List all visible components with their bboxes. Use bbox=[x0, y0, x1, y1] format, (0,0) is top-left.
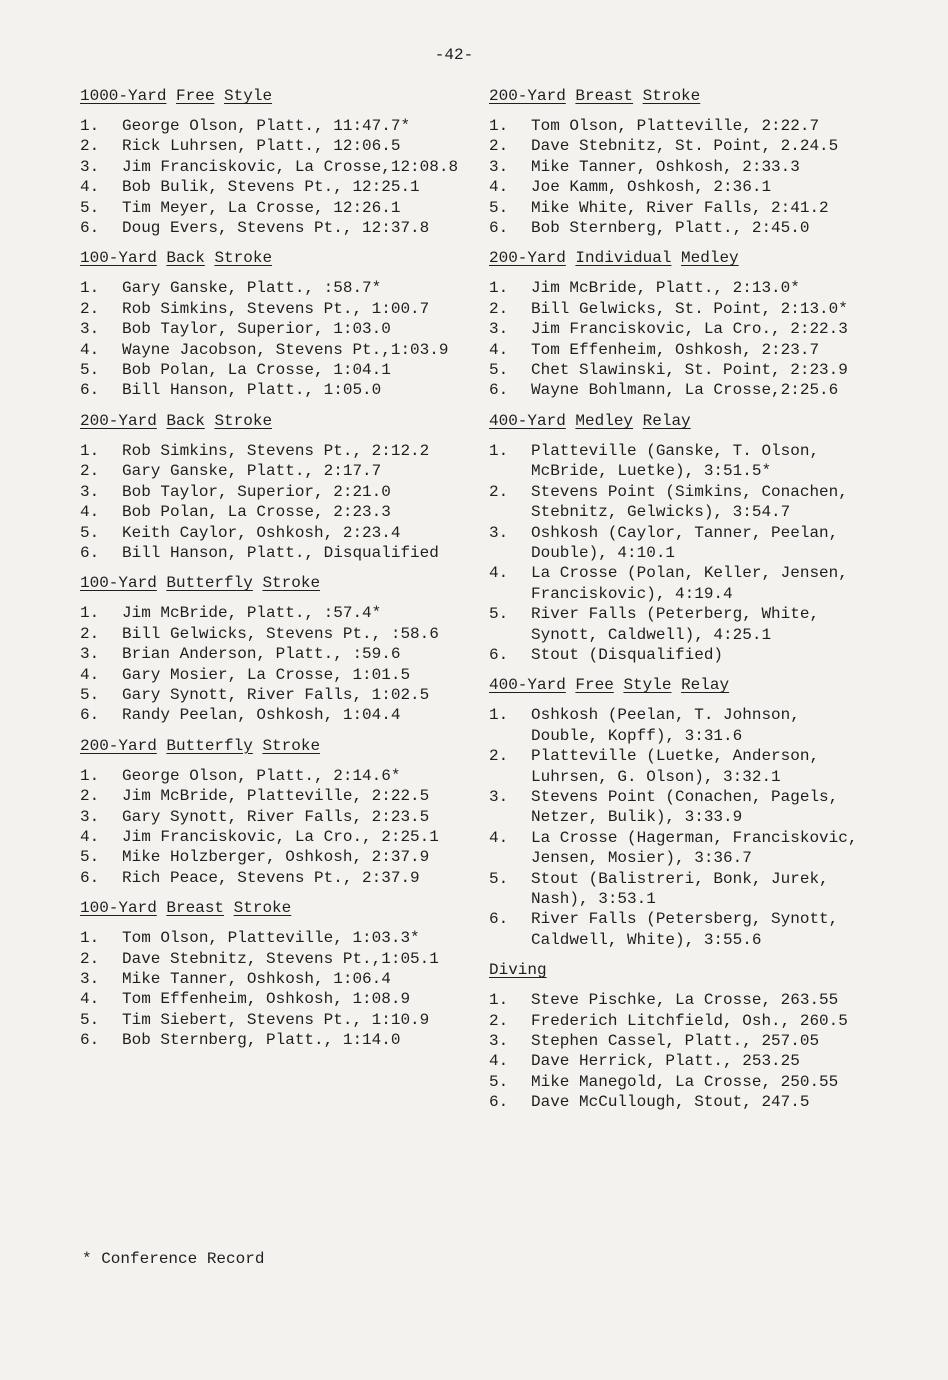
result-text: Stevens Point (Conachen, Pagels, Netzer, Bulik), 3:33.9 bbox=[531, 787, 839, 827]
result-text: Gary Synott, River Falls, 1:02.5 bbox=[122, 685, 430, 704]
place-number: 4. bbox=[80, 990, 100, 1009]
result-row bbox=[80, 177, 485, 197]
result-row bbox=[80, 786, 485, 806]
event-title-word: Individual bbox=[575, 249, 672, 268]
place-number: 5. bbox=[489, 605, 509, 624]
place-number: 6. bbox=[80, 706, 100, 725]
results-list bbox=[80, 441, 485, 563]
place-number: 1. bbox=[489, 991, 509, 1010]
result-text: Frederich Litchfield, Osh., 260.5 bbox=[531, 1011, 848, 1030]
place-number: 6. bbox=[80, 381, 100, 400]
event-title-word: Stroke bbox=[214, 411, 273, 430]
result-row bbox=[80, 360, 485, 380]
result-row bbox=[80, 989, 485, 1009]
place-number: 4. bbox=[489, 340, 509, 359]
event-title bbox=[80, 898, 485, 918]
result-row bbox=[80, 644, 485, 664]
place-number: 1. bbox=[80, 441, 100, 460]
event-title-word: Free bbox=[176, 87, 215, 105]
result-text: Tim Siebert, Stevens Pt., 1:10.9 bbox=[122, 1010, 430, 1029]
result-text: Dave Stebnitz, Stevens Pt.,1:05.1 bbox=[122, 949, 439, 968]
result-row bbox=[489, 869, 889, 910]
result-row bbox=[489, 1011, 889, 1031]
result-text: Rob Simkins, Stevens Pt., 1:00.7 bbox=[122, 299, 430, 318]
place-number: 3. bbox=[489, 523, 509, 542]
event-title bbox=[80, 86, 485, 106]
result-text: Tom Olson, Platteville, 1:03.3* bbox=[122, 929, 420, 948]
event-100-yard-back-stroke bbox=[80, 248, 485, 400]
place-number: 6. bbox=[80, 868, 100, 887]
place-number: 4. bbox=[80, 503, 100, 522]
result-text: Rob Simkins, Stevens Pt., 2:12.2 bbox=[122, 441, 430, 460]
result-row bbox=[489, 1051, 889, 1071]
result-row bbox=[489, 136, 889, 156]
place-number: 5. bbox=[489, 1072, 509, 1091]
place-number: 5. bbox=[489, 869, 509, 888]
result-text: Bob Polan, La Crosse, 1:04.1 bbox=[122, 361, 391, 380]
result-text: Gary Mosier, La Crosse, 1:01.5 bbox=[122, 665, 411, 684]
result-row bbox=[80, 807, 485, 827]
event-1000-yard-free-style bbox=[80, 86, 485, 238]
place-number: 5. bbox=[489, 361, 509, 380]
result-text: Bill Hanson, Platt., 1:05.0 bbox=[122, 381, 382, 400]
event-title bbox=[489, 675, 889, 695]
place-number: 4. bbox=[489, 178, 509, 197]
result-row bbox=[489, 705, 889, 746]
result-row bbox=[489, 278, 889, 298]
place-number: 5. bbox=[80, 685, 100, 704]
result-row bbox=[80, 278, 485, 298]
result-row bbox=[489, 116, 889, 136]
place-number: 5. bbox=[80, 848, 100, 867]
result-text: Platteville (Luetke, Anderson, Luhrsen, G. Olson), 3:32.1 bbox=[531, 747, 820, 786]
place-number: 6. bbox=[80, 219, 100, 238]
event-title-word: Stroke bbox=[214, 249, 273, 268]
result-row bbox=[489, 523, 889, 564]
result-text: River Falls (Peterberg, White, Synott, Caldwell), 4:25.1 bbox=[531, 605, 820, 644]
place-number: 2. bbox=[489, 482, 509, 501]
event-title bbox=[489, 248, 889, 268]
place-number: 2. bbox=[80, 137, 100, 156]
result-text: Tim Meyer, La Crosse, 12:26.1 bbox=[122, 198, 401, 217]
event-400-yard-free-style-relay bbox=[489, 675, 889, 950]
event-title-word: 100-Yard bbox=[80, 899, 157, 918]
result-text: Stevens Point (Simkins, Conachen, Stebnitz, Gelwicks), 3:54.7 bbox=[531, 482, 848, 522]
result-text: Jim McBride, Platt., 2:13.0* bbox=[531, 279, 800, 298]
conference-record-footnote: * Conference Record bbox=[82, 1250, 265, 1268]
result-text: Jim Franciskovic, La Cro., 2:22.3 bbox=[531, 320, 848, 339]
event-title-word: 200-Yard bbox=[80, 411, 157, 430]
result-row bbox=[80, 847, 485, 867]
event-200-yard-back-stroke bbox=[80, 411, 485, 563]
event-title-word: Medley bbox=[681, 249, 739, 268]
result-row bbox=[489, 198, 889, 218]
place-number: 1. bbox=[80, 929, 100, 948]
result-row bbox=[489, 340, 889, 360]
place-number: 4. bbox=[80, 827, 100, 846]
place-number: 3. bbox=[489, 157, 509, 176]
result-row bbox=[80, 502, 485, 522]
place-number: 4. bbox=[489, 828, 509, 847]
event-title-word: Butterfly bbox=[166, 574, 253, 593]
left-column bbox=[80, 86, 485, 1061]
result-text: Tom Olson, Platteville, 2:22.7 bbox=[531, 117, 820, 135]
place-number: 4. bbox=[80, 178, 100, 197]
result-row bbox=[80, 603, 485, 623]
event-title-word: 200-Yard bbox=[489, 87, 566, 105]
place-number: 1. bbox=[489, 117, 509, 135]
place-number: 2. bbox=[80, 624, 100, 643]
event-title-word: Free bbox=[575, 676, 614, 695]
event-title-word: Relay bbox=[681, 676, 730, 695]
result-text: River Falls (Petersberg, Synott, Caldwell, White), 3:55.6 bbox=[531, 910, 839, 949]
result-row bbox=[80, 827, 485, 847]
place-number: 4. bbox=[489, 564, 509, 583]
result-text: Jim Franciskovic, La Crosse,12:08.8 bbox=[122, 157, 459, 176]
event-title bbox=[489, 86, 889, 106]
event-title-word: Stroke bbox=[233, 899, 292, 918]
place-number: 2. bbox=[489, 299, 509, 318]
results-list bbox=[80, 766, 485, 888]
result-row bbox=[489, 177, 889, 197]
place-number: 1. bbox=[489, 706, 509, 725]
event-title-word: Breast bbox=[575, 87, 634, 105]
result-text: Randy Peelan, Oshkosh, 1:04.4 bbox=[122, 706, 401, 725]
result-row bbox=[80, 949, 485, 969]
result-text: Jim McBride, Platt., :57.4* bbox=[122, 604, 382, 623]
event-200-yard-butterfly-stroke bbox=[80, 736, 485, 888]
place-number: 4. bbox=[80, 340, 100, 359]
place-number: 3. bbox=[80, 482, 100, 501]
place-number: 3. bbox=[80, 645, 100, 664]
result-row bbox=[80, 1010, 485, 1030]
result-text: Mike Holzberger, Oshkosh, 2:37.9 bbox=[122, 848, 430, 867]
place-number: 2. bbox=[80, 462, 100, 481]
result-text: Bob Sternberg, Platt., 2:45.0 bbox=[531, 219, 810, 238]
place-number: 2. bbox=[80, 949, 100, 968]
results-list bbox=[489, 441, 889, 665]
event-title-word: 1000-Yard bbox=[80, 87, 167, 105]
result-row bbox=[489, 157, 889, 177]
event-title-word: Butterfly bbox=[166, 736, 253, 755]
results-list bbox=[489, 278, 889, 400]
event-title-word: Medley bbox=[575, 411, 634, 430]
result-text: Oshkosh (Caylor, Tanner, Peelan, Double), 4:10.1 bbox=[531, 523, 839, 562]
event-title bbox=[80, 411, 485, 431]
place-number: 3. bbox=[80, 320, 100, 339]
result-row bbox=[80, 766, 485, 786]
event-title-word: Back bbox=[166, 411, 205, 430]
results-list bbox=[489, 705, 889, 950]
result-text: Bill Gelwicks, St. Point, 2:13.0* bbox=[531, 299, 848, 318]
result-text: Doug Evers, Stevens Pt., 12:37.8 bbox=[122, 219, 430, 238]
event-title bbox=[489, 960, 889, 980]
result-text: Gary Synott, River Falls, 2:23.5 bbox=[122, 807, 430, 826]
place-number: 3. bbox=[80, 807, 100, 826]
result-text: Dave McCullough, Stout, 247.5 bbox=[531, 1093, 810, 1112]
result-row bbox=[489, 746, 889, 787]
event-title-word: Stroke bbox=[642, 87, 701, 105]
results-list bbox=[80, 603, 485, 725]
place-number: 6. bbox=[489, 645, 509, 664]
result-text: Bob Polan, La Crosse, 2:23.3 bbox=[122, 503, 391, 522]
result-row bbox=[80, 299, 485, 319]
result-row bbox=[489, 360, 889, 380]
event-title-word: Stroke bbox=[262, 736, 321, 755]
event-200-yard-breast-stroke bbox=[489, 86, 889, 238]
result-text: Bob Taylor, Superior, 2:21.0 bbox=[122, 482, 391, 501]
event-title-word: 400-Yard bbox=[489, 676, 566, 695]
event-200-yard-individual-medley bbox=[489, 248, 889, 400]
result-row bbox=[489, 1092, 889, 1112]
result-text: Bob Taylor, Superior, 1:03.0 bbox=[122, 320, 391, 339]
result-row bbox=[80, 116, 485, 136]
result-text: Bob Sternberg, Platt., 1:14.0 bbox=[122, 1031, 401, 1050]
place-number: 4. bbox=[489, 1052, 509, 1071]
result-text: Jim Franciskovic, La Cro., 2:25.1 bbox=[122, 827, 439, 846]
place-number: 1. bbox=[80, 766, 100, 785]
result-text: Rich Peace, Stevens Pt., 2:37.9 bbox=[122, 868, 420, 887]
result-text: Mike Tanner, Oshkosh, 2:33.3 bbox=[531, 157, 800, 176]
result-row bbox=[80, 218, 485, 238]
result-row bbox=[80, 969, 485, 989]
result-row bbox=[80, 136, 485, 156]
result-text: La Crosse (Polan, Keller, Jensen, Franciskovic), 4:19.4 bbox=[531, 564, 848, 603]
result-row bbox=[489, 787, 889, 828]
results-list bbox=[489, 990, 889, 1112]
event-title-word: 200-Yard bbox=[80, 736, 157, 755]
result-text: Bill Hanson, Platt., Disqualified bbox=[122, 543, 439, 562]
place-number: 3. bbox=[80, 157, 100, 176]
result-text: Platteville (Ganske, T. Olson, McBride, Luetke), 3:51.5* bbox=[531, 441, 820, 481]
event-title-word: 100-Yard bbox=[80, 249, 157, 268]
result-text: Mike White, River Falls, 2:41.2 bbox=[531, 198, 829, 217]
results-list bbox=[80, 278, 485, 400]
place-number: 5. bbox=[80, 198, 100, 217]
result-text: La Crosse (Hagerman, Franciskovic, Jensen, Mosier), 3:36.7 bbox=[531, 828, 858, 868]
place-number: 3. bbox=[489, 320, 509, 339]
place-number: 6. bbox=[489, 910, 509, 929]
result-row bbox=[489, 645, 889, 665]
result-row bbox=[489, 482, 889, 523]
place-number: 6. bbox=[80, 543, 100, 562]
result-row bbox=[489, 299, 889, 319]
event-title-word: 200-Yard bbox=[489, 249, 566, 268]
result-text: Tom Effenheim, Oshkosh, 1:08.9 bbox=[122, 990, 411, 1009]
result-text: Chet Slawinski, St. Point, 2:23.9 bbox=[531, 361, 848, 380]
event-title-word: Back bbox=[166, 249, 205, 268]
result-row bbox=[489, 990, 889, 1010]
place-number: 1. bbox=[489, 441, 509, 460]
place-number: 5. bbox=[489, 198, 509, 217]
event-title-word: Style bbox=[623, 676, 672, 695]
result-text: Steve Pischke, La Crosse, 263.55 bbox=[531, 991, 839, 1010]
event-title-word: Relay bbox=[642, 411, 691, 430]
event-title-word: Diving bbox=[489, 961, 547, 980]
result-row bbox=[80, 319, 485, 339]
result-text: Gary Ganske, Platt., :58.7* bbox=[122, 279, 382, 298]
place-number: 4. bbox=[80, 665, 100, 684]
result-text: George Olson, Platt., 2:14.6* bbox=[122, 766, 401, 785]
event-title bbox=[489, 411, 889, 431]
result-row bbox=[80, 441, 485, 461]
result-text: Rick Luhrsen, Platt., 12:06.5 bbox=[122, 137, 401, 156]
result-text: Wayne Jacobson, Stevens Pt.,1:03.9 bbox=[122, 340, 449, 359]
result-row bbox=[489, 319, 889, 339]
result-row bbox=[80, 340, 485, 360]
result-text: Oshkosh (Peelan, T. Johnson, Double, Kopff), 3:31.6 bbox=[531, 706, 800, 745]
result-text: Wayne Bohlmann, La Crosse,2:25.6 bbox=[531, 381, 839, 400]
event-title bbox=[80, 573, 485, 593]
result-row bbox=[80, 928, 485, 948]
place-number: 2. bbox=[489, 1011, 509, 1030]
place-number: 6. bbox=[489, 1093, 509, 1112]
result-row bbox=[489, 909, 889, 950]
place-number: 1. bbox=[80, 604, 100, 623]
place-number: 3. bbox=[489, 787, 509, 806]
result-text: Brian Anderson, Platt., :59.6 bbox=[122, 645, 401, 664]
result-row bbox=[489, 441, 889, 482]
result-text: Bob Bulik, Stevens Pt., 12:25.1 bbox=[122, 178, 420, 197]
result-text: Dave Stebnitz, St. Point, 2.24.5 bbox=[531, 137, 839, 156]
result-row bbox=[80, 157, 485, 177]
results-list bbox=[489, 116, 889, 238]
result-text: Bill Gelwicks, Stevens Pt., :58.6 bbox=[122, 624, 439, 643]
result-row bbox=[489, 563, 889, 604]
result-row bbox=[489, 218, 889, 238]
place-number: 1. bbox=[489, 279, 509, 298]
result-row bbox=[80, 705, 485, 725]
result-text: Mike Manegold, La Crosse, 250.55 bbox=[531, 1072, 839, 1091]
page-number: -42- bbox=[434, 46, 474, 64]
result-text: Jim McBride, Platteville, 2:22.5 bbox=[122, 787, 430, 806]
result-text: Mike Tanner, Oshkosh, 1:06.4 bbox=[122, 970, 391, 988]
event-title-word: 100-Yard bbox=[80, 574, 157, 593]
event-100-yard-butterfly-stroke bbox=[80, 573, 485, 725]
result-text: Stout (Balistreri, Bonk, Jurek, Nash), 3:53.1 bbox=[531, 869, 829, 908]
result-row bbox=[80, 1030, 485, 1050]
place-number: 2. bbox=[489, 137, 509, 156]
result-text: Dave Herrick, Platt., 253.25 bbox=[531, 1052, 800, 1071]
event-diving bbox=[489, 960, 889, 1112]
result-row bbox=[80, 461, 485, 481]
event-title-word: 400-Yard bbox=[489, 411, 566, 430]
event-title bbox=[80, 248, 485, 268]
result-row bbox=[80, 482, 485, 502]
place-number: 6. bbox=[80, 1031, 100, 1050]
place-number: 6. bbox=[489, 381, 509, 400]
result-row bbox=[80, 624, 485, 644]
place-number: 6. bbox=[489, 219, 509, 238]
right-column bbox=[489, 86, 889, 1123]
result-row bbox=[80, 380, 485, 400]
result-text: George Olson, Platt., 11:47.7* bbox=[122, 117, 411, 135]
place-number: 5. bbox=[80, 1010, 100, 1029]
result-text: Gary Ganske, Platt., 2:17.7 bbox=[122, 462, 382, 481]
event-title bbox=[80, 736, 485, 756]
event-400-yard-medley-relay bbox=[489, 411, 889, 665]
result-row bbox=[489, 1072, 889, 1092]
place-number: 1. bbox=[80, 279, 100, 298]
event-title-word: Stroke bbox=[262, 574, 321, 593]
results-list bbox=[80, 928, 485, 1050]
result-row bbox=[80, 868, 485, 888]
result-row bbox=[80, 665, 485, 685]
place-number: 2. bbox=[489, 747, 509, 766]
result-text: Tom Effenheim, Oshkosh, 2:23.7 bbox=[531, 340, 820, 359]
result-text: Stout (Disqualified) bbox=[531, 645, 724, 664]
place-number: 1. bbox=[80, 117, 100, 135]
results-list bbox=[80, 116, 485, 238]
result-row bbox=[80, 543, 485, 563]
result-row bbox=[489, 828, 889, 869]
result-row bbox=[80, 198, 485, 218]
place-number: 3. bbox=[489, 1032, 509, 1051]
result-row bbox=[80, 523, 485, 543]
result-row bbox=[489, 1031, 889, 1051]
place-number: 5. bbox=[80, 361, 100, 380]
event-100-yard-breast-stroke bbox=[80, 898, 485, 1050]
event-title-word: Style bbox=[224, 87, 273, 105]
place-number: 2. bbox=[80, 787, 100, 806]
result-text: Stephen Cassel, Platt., 257.05 bbox=[531, 1032, 820, 1051]
result-text: Keith Caylor, Oshkosh, 2:23.4 bbox=[122, 523, 401, 542]
place-number: 5. bbox=[80, 523, 100, 542]
place-number: 2. bbox=[80, 299, 100, 318]
result-row bbox=[489, 380, 889, 400]
result-row bbox=[80, 685, 485, 705]
place-number: 3. bbox=[80, 970, 100, 988]
result-text: Joe Kamm, Oshkosh, 2:36.1 bbox=[531, 178, 772, 197]
event-title-word: Breast bbox=[166, 899, 225, 918]
result-row bbox=[489, 604, 889, 645]
